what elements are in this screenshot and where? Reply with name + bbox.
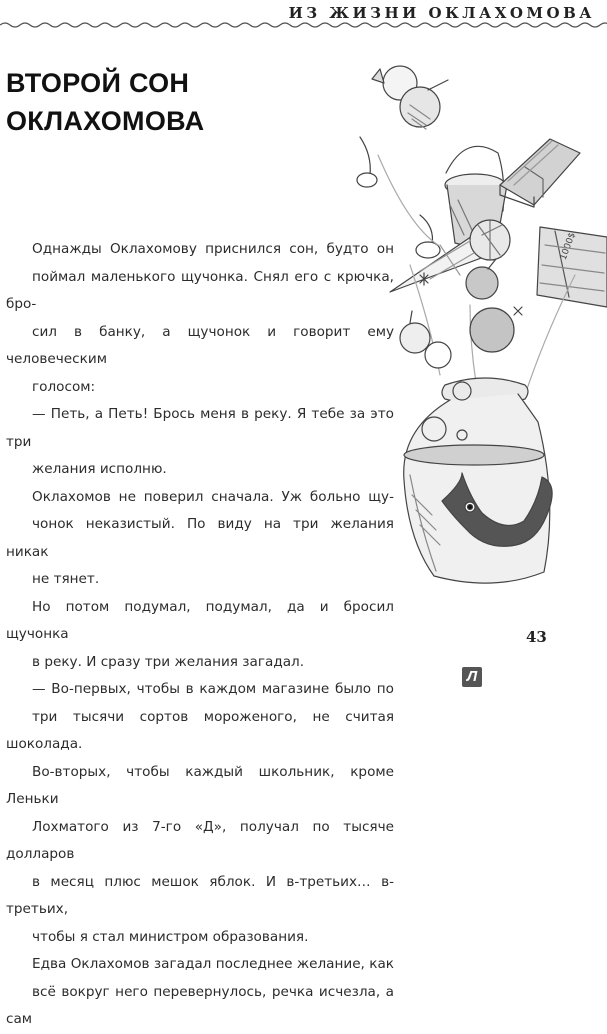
wavy-rule-divider bbox=[0, 20, 607, 30]
apple-icon bbox=[372, 66, 448, 129]
paragraph bbox=[6, 951, 394, 1034]
text-line: Едва Оклахомов загадал последнее желание, как bbox=[32, 956, 394, 972]
paragraph bbox=[6, 676, 394, 951]
text-line: чонок неказистый. По виду на три желания никак bbox=[6, 516, 394, 560]
chapter-title-line-2: ОКЛАХОМОВА bbox=[6, 106, 205, 136]
text-line: не тянет. bbox=[32, 571, 100, 587]
text-line: в месяц плюс мешок яблок. И в-третьих… в-третьих, bbox=[6, 873, 394, 917]
text-line: голосом: bbox=[32, 378, 96, 395]
publisher-logo-icon: Л bbox=[462, 667, 482, 687]
chapter-title bbox=[6, 64, 204, 140]
text-line: Однажды Оклахомову приснился сон, будто он bbox=[32, 241, 394, 257]
paragraph bbox=[6, 594, 394, 677]
glass-jar-icon bbox=[404, 378, 550, 583]
apple-icon bbox=[400, 308, 514, 368]
text-line: сил в банку, а щучонок и говорит ему человеческим bbox=[6, 323, 394, 367]
text-line: Но потом подумал, подумал, да и бросил щучонка bbox=[6, 598, 394, 642]
text-line: в реку. И сразу три желания загадал. bbox=[32, 653, 305, 670]
banknote-bundle-icon bbox=[537, 227, 607, 307]
text-line: Лохматого из 7-го «Д», получал по тысяче долларов bbox=[6, 818, 394, 862]
money-bundle-icon bbox=[500, 139, 580, 207]
text-line: желания исполню. bbox=[32, 461, 167, 477]
text-line: Во-вторых, чтобы каждый школьник, кроме Леньки bbox=[6, 763, 394, 807]
page-number: 43 bbox=[526, 628, 547, 646]
illustration-fish-in-jar bbox=[350, 55, 607, 585]
paragraph bbox=[6, 236, 394, 401]
text-line: — Петь, а Петь! Брось меня в реку. Я тебе за это три bbox=[6, 406, 394, 450]
sparkle-icon bbox=[514, 307, 522, 315]
running-head bbox=[0, 0, 607, 32]
text-line: — Во-первых, чтобы в каждом магазине было по bbox=[32, 681, 394, 697]
apple-icon bbox=[466, 259, 498, 299]
svg-text:1000$: 1000$ bbox=[558, 231, 578, 262]
chapter-title-line-1: ВТОРОЙ СОН bbox=[6, 68, 190, 98]
text-line: чтобы я стал министром образования. bbox=[32, 928, 309, 945]
text-line: Оклахомов не поверил сначала. Уж больно щу- bbox=[32, 488, 394, 505]
text-line: три тысячи сортов мороженого, не считая шоколада. bbox=[6, 708, 394, 752]
paragraph bbox=[6, 484, 394, 594]
running-head-title: ИЗ ЖИЗНИ ОКЛАХОМОВА bbox=[288, 4, 595, 22]
text-line: всё вокруг него перевернулось, речка исчезла, а сам bbox=[6, 983, 394, 1027]
story-text bbox=[6, 236, 394, 1034]
text-line: поймал маленького щучонка. Снял его с крючка, бро- bbox=[6, 268, 394, 312]
paragraph bbox=[6, 401, 394, 484]
